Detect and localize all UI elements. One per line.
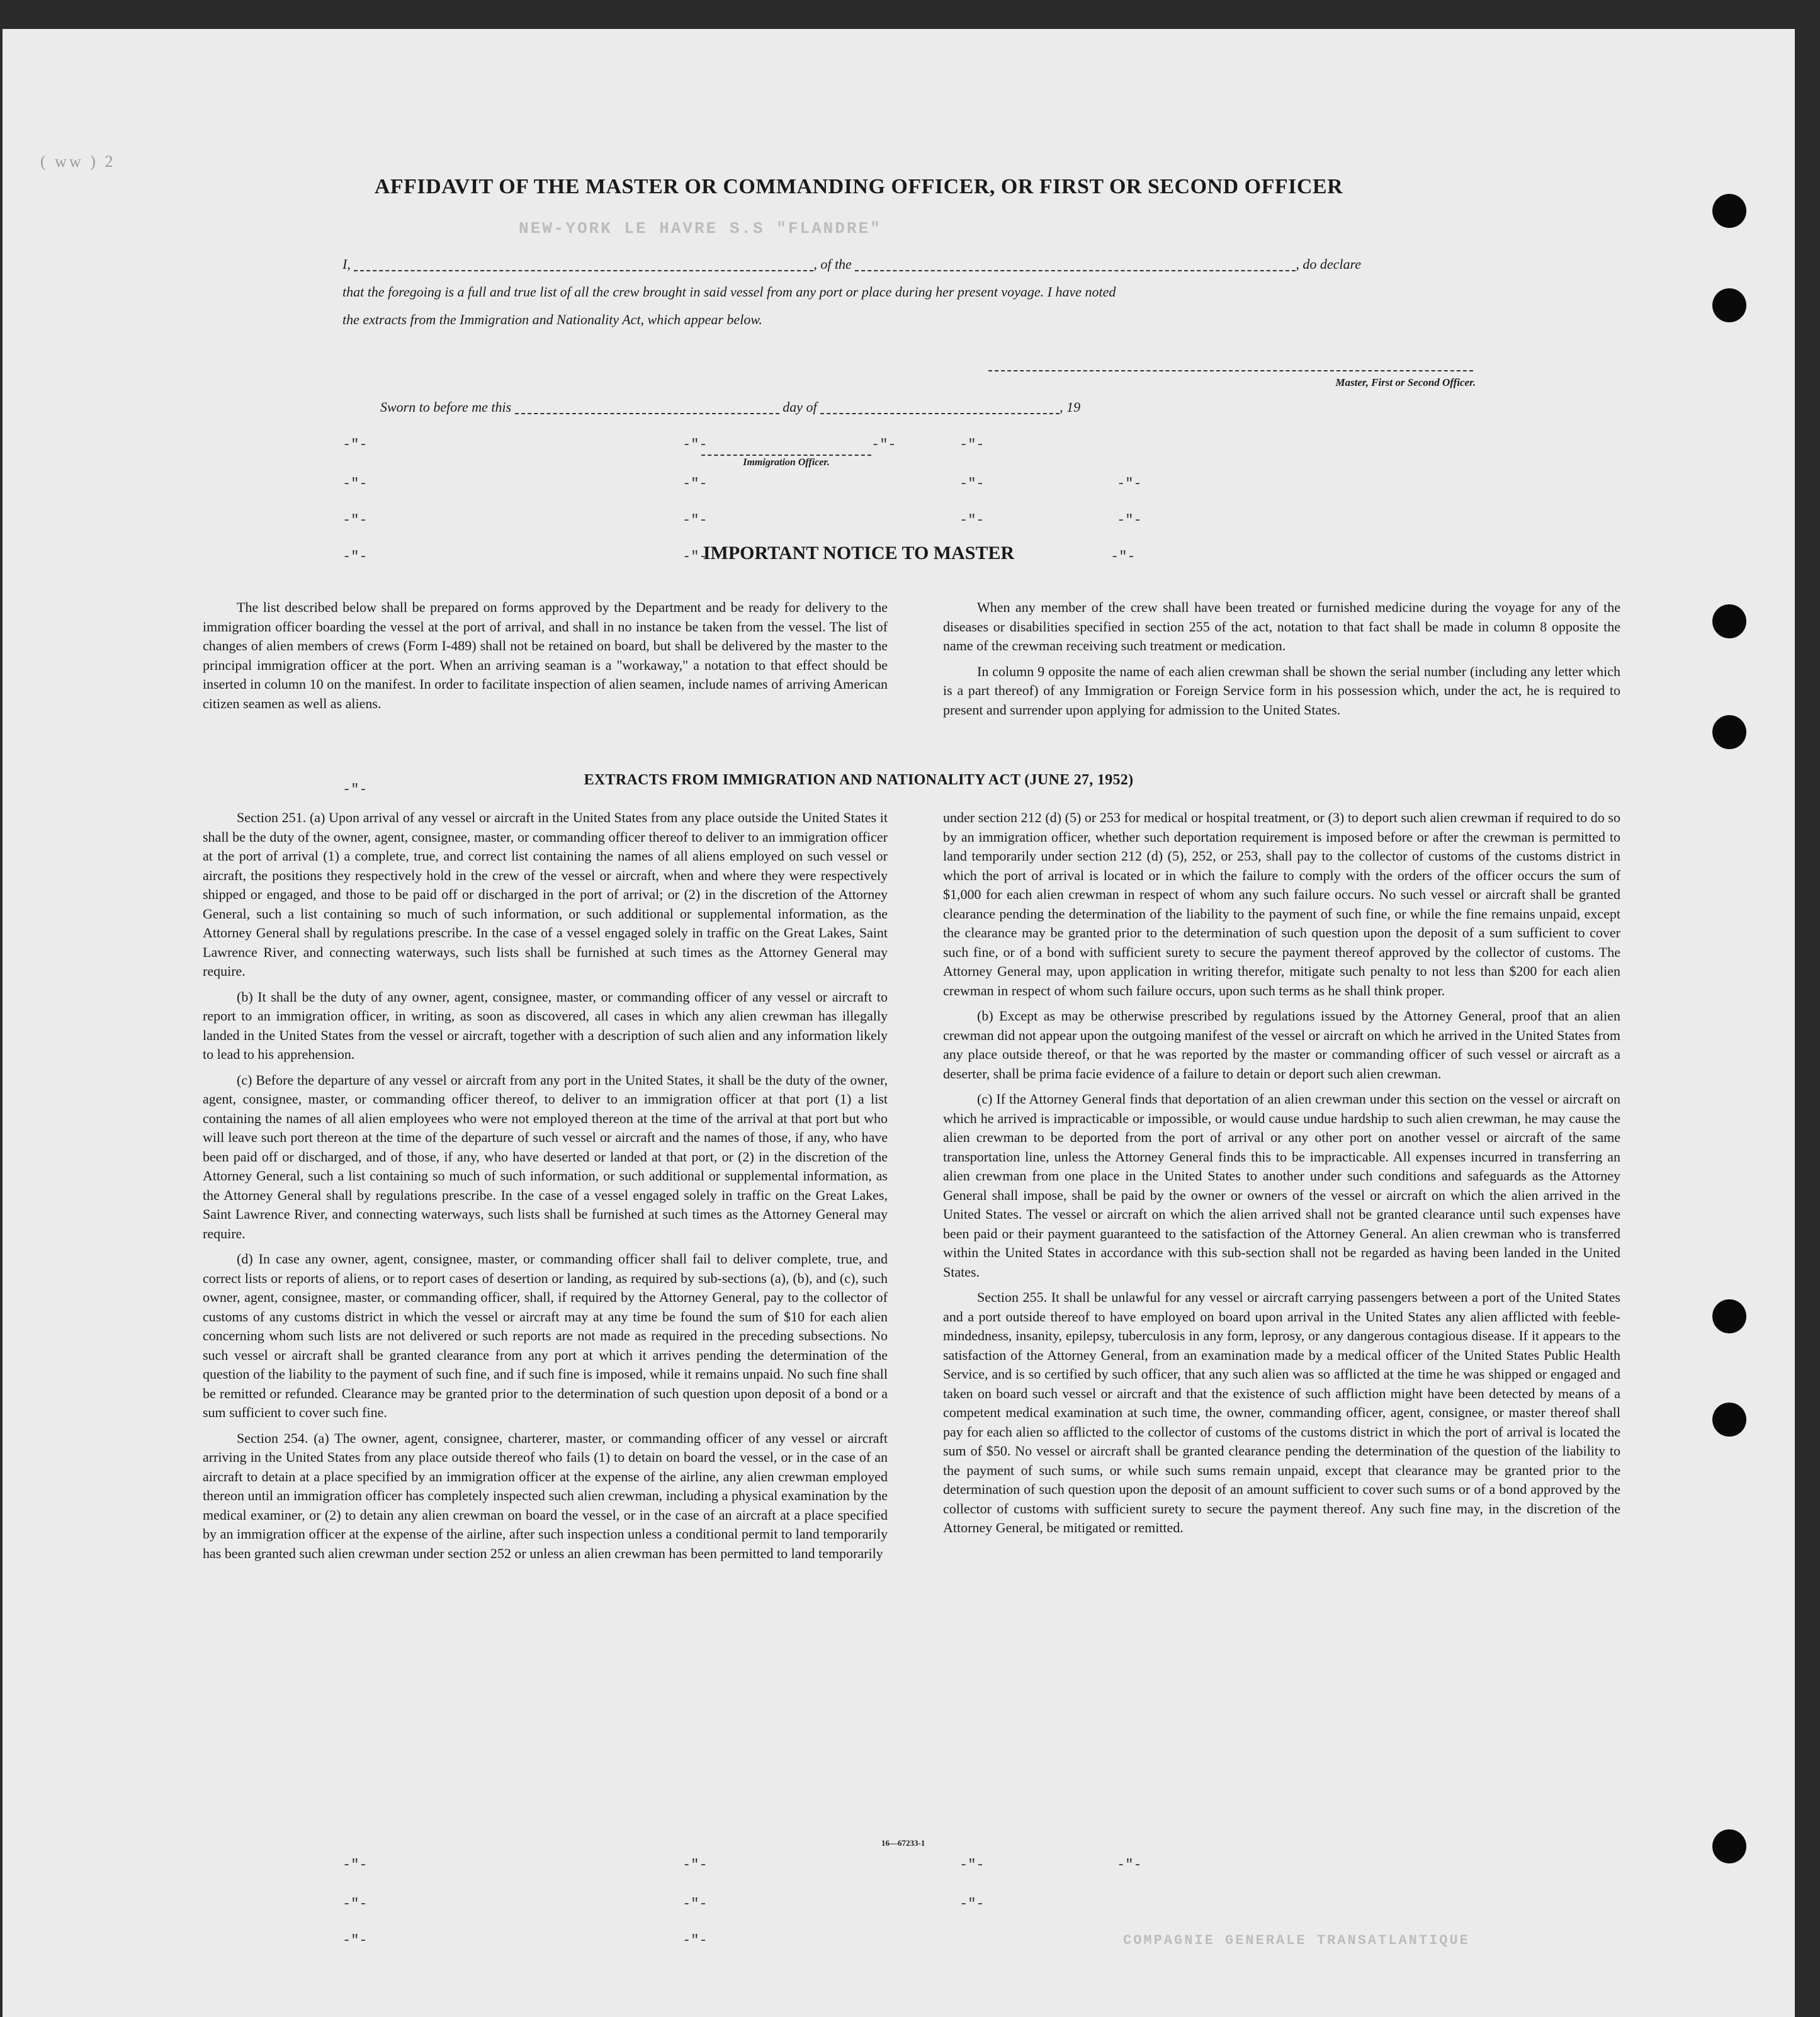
name-blank bbox=[354, 260, 813, 271]
extract-paragraph: (c) If the Attorney General finds that deportation of an alien crewman under this section on the vessel or aircraft on which he arrived is impracticable or impossible, or would cause undue hardship to such alien crewman, he may cause the alien crewman to be deported from the port of arrival or any other port on another vessel or aircraft of the same transportation line, unless the Attorney General finds this to be impracticable. All expenses incurred in transferring an alien crewman from one place in the United States to another under such conditions and safeguards as the Attorney General shall impose, shall be paid by the owner or owners of the vessel or aircraft on which the alien arrived in the United States. The vessel or aircraft on which the alien arrived shall not be granted clearance until such expenses have been paid or their payment guaranteed to the satisfaction of the Attorney General. An alien crewman who is transferred within the United States in accordance with this sub-section shall not be regarded as having been landed in the United States. bbox=[943, 1091, 1620, 1280]
notice-paragraph: The list described below shall be prepared on forms approved by the Department and be ready for delivery to the immigration officer boarding the vessel at the port of arrival, and shall in no instance be taken from the vessel. The list of changes of alien members of crews (Form I-489) shall not be retained on board, but shall be delivered by the master to the principal immigration officer at the port. When an arriving seaman is a "workaway," a notation to that effect should be inserted in column 10 on the manifest. In order to facilitate inspection of alien seamen, include names of arriving American citizen seamen as well as aliens. bbox=[203, 599, 888, 711]
punch-hole bbox=[1712, 1403, 1746, 1437]
form-code: 16—67233-1 bbox=[881, 1838, 925, 1848]
master-signature-label: Master, First or Second Officer. bbox=[1335, 376, 1476, 388]
punch-hole bbox=[1712, 1299, 1746, 1333]
ditto-mark: -"- bbox=[682, 549, 708, 565]
ditto-mark: -"- bbox=[342, 1857, 368, 1873]
ditto-mark: -"- bbox=[1111, 549, 1136, 565]
day-of-label: day of bbox=[783, 399, 817, 415]
sworn-month-blank bbox=[820, 403, 1060, 414]
notice-left-column bbox=[203, 598, 888, 720]
of-the-label: , of the bbox=[813, 256, 852, 272]
declaration-line-1 bbox=[342, 251, 1476, 278]
corner-mark: ( ww ) 2 bbox=[40, 152, 116, 171]
extract-paragraph: under section 212 (d) (5) or 253 for medical or hospital treatment, or (3) to deport such alien crewman if required to do so by an immigration officer, whether such deportation requirement is imposed before or after the crewman is permitted to land temporarily under section 212 (d) (5), 252, or 253, shall pay to the collector of customs of the customs district in which the port of arrival is located or in which the failure to comply with the orders of the officer occurs the sum of $1,000 for each alien crewman in respect of whom any such failure occurs. No such vessel or aircraft shall be granted clearance pending the determination of the liability to the payment of such fine, or while the fine remains unpaid, except the clearance may be granted prior to the determination of such question upon the deposit of a sum sufficient to cover such fine, or of a bond with sufficient surety to secure the payment thereof approved by the collector of customs. The Attorney General may, upon application in writing therefor, mitigate such penalty to not less than $200 for each alien crewman in respect of whom such failure occurs, upon such terms as he shall think proper. bbox=[943, 810, 1620, 998]
punch-hole bbox=[1712, 1829, 1746, 1863]
sworn-day-blank bbox=[515, 403, 779, 414]
master-signature-line bbox=[988, 370, 1473, 371]
ditto-mark: -"- bbox=[959, 512, 985, 528]
punch-hole bbox=[1712, 194, 1746, 228]
notice-title: IMPORTANT NOTICE TO MASTER bbox=[703, 543, 1015, 563]
ditto-mark: -"- bbox=[342, 1933, 368, 1948]
ditto-mark: -"- bbox=[959, 476, 985, 492]
extracts-left-column bbox=[203, 808, 888, 1569]
extracts-right-column bbox=[943, 808, 1620, 1544]
extract-paragraph: Section 255. It shall be unlawful for any vessel or aircraft carrying passengers between a port of the United States and a port outside thereof to have employed on board upon arrival in the United States any alien afflicted with feeble-mindedness, insanity, epilepsy, tuberculosis in any form, leprosy, or any dangerous contagious disease. If it appears to the satisfaction of the Attorney General, from an examination made by a medical officer of the United States Public Health Service, and is so certified by such officer, that any such alien was so afflicted at the time he was shipped or engaged and taken on board such vessel or aircraft and that the existence of such affliction might have been detected by means of a competent medical examination at such time, the owner, commanding officer, agent, consignee, or master thereof shall pay for each alien so afflicted to the collector of customs of the customs district in which the port of arrival is located the sum of $50. No vessel or aircraft shall be granted clearance pending the determination of the question of the liability to the payment of such sums, or while such sums remain unpaid, except that clearance may be granted prior to the determination of such question upon the deposit of an amount sufficient to cover such sums or of a bond approved by the collector of customs with sufficient surety to secure the payment thereof. Any such fine may, in the discretion of the Attorney General, be mitigated or remitted. bbox=[943, 1289, 1620, 1535]
ditto-mark: -"- bbox=[342, 437, 368, 453]
extract-paragraph: (c) Before the departure of any vessel or aircraft from any port in the United States, it shall be the duty of the owner, agent, consignee, master, or commanding officer thereof, to deliver to an immigration officer at that port (1) a list containing the names of all alien employees who were not employed thereon at the time of the arrival at that port but who will leave such port thereon at the time of the departure of such vessel or aircraft and the names of those, if any, who have been paid off or discharged, and of those, if any, who have deserted or landed at that port, or (2) in the discretion of the Attorney General, such a list containing so much of such information, or such additional or supplemental information, as the Attorney General shall by regulations prescribe. In the case of a vessel engaged solely in traffic on the Great Lakes, Saint Lawrence River, and connecting waterways, such lists shall be furnished at such times as the Attorney General may require. bbox=[203, 1071, 888, 1241]
extract-paragraph: (b) Except as may be otherwise prescribed by regulations issued by the Attorney General, proof that an alien crewman did not appear upon the outgoing manifest of the vessel or aircraft on which he arrived in the United States from any place outside thereof, or that he was reported by the master or commanding officer of such vessel or aircraft as a deserter, shall be prima facie evidence of a failure to detain or deport such alien crewman. bbox=[943, 1008, 1620, 1082]
document-page bbox=[3, 29, 1795, 2017]
ditto-mark: -"- bbox=[871, 437, 896, 453]
vessel-blank bbox=[855, 260, 1296, 271]
ditto-mark: -"- bbox=[342, 549, 368, 565]
notice-paragraph: When any member of the crew shall have been treated or furnished medicine during the voyage for any of the diseases or disabilities specified in section 255 of the act, notation to that fact shall be made in column 8 opposite the name of the crewman receiving such treatment or medication. bbox=[943, 599, 1620, 653]
declaration-line-3: the extracts from the Immigration and Nationality Act, which appear below. bbox=[342, 312, 762, 327]
ditto-mark: -"- bbox=[682, 476, 708, 492]
extract-paragraph: (d) In case any owner, agent, consignee, master, or commanding officer shall fail to deliver complete, true, and correct lists or reports of aliens, or to report cases of desertion or landing, as required by sub-sections (a), (b), and (c), such owner, agent, consignee, master, or commanding officer, shall, if required by the Attorney General, pay to the collector of customs of any customs district in which the vessel or aircraft may at any time be found the sum of $10 for each alien concerning whom such lists are not delivered or such reports are not made as required in the preceding subsections. No such vessel or aircraft shall be granted clearance from any port at which it arrives pending the determination of the question of the liability to the payment of such fine, and if such fine is imposed, while it remains unpaid. No such fine shall be remitted or refunded. Clearance may be granted prior to the determination of such question upon deposit of a bond or a sum sufficient to cover such fine. bbox=[203, 1251, 888, 1420]
notice-paragraph: In column 9 opposite the name of each alien crewman shall be shown the serial number (including any letter which is a part thereof) of any Immigration or Foreign Service form in his possession which, under the act, he is required to present and surrender upon applying for admission to the United States. bbox=[943, 663, 1620, 718]
ditto-mark: -"- bbox=[682, 1857, 708, 1873]
sworn-line bbox=[380, 399, 1173, 415]
ditto-mark: -"- bbox=[1117, 1857, 1142, 1873]
declaration-line-2: that the foregoing is a full and true list of all the crew brought in said vessel from any port or place during her present voyage. I have noted bbox=[342, 284, 1116, 300]
punch-hole bbox=[1712, 288, 1746, 322]
punch-hole bbox=[1712, 715, 1746, 749]
bleed-through-header: NEW-YORK LE HAVRE S.S "FLANDRE" bbox=[519, 219, 882, 238]
declaration-i: I, bbox=[342, 256, 351, 272]
ditto-mark: -"- bbox=[1117, 512, 1142, 528]
ditto-mark: -"- bbox=[682, 437, 708, 453]
punch-hole bbox=[1712, 604, 1746, 638]
extract-paragraph: (b) It shall be the duty of any owner, agent, consignee, master, or commanding officer of any vessel or aircraft to report to an immigration officer, in writing, as soon as discovered, all cases in which any alien crewman has illegally landed in the United States from the vessel or aircraft, together with a description of such alien and any information likely to lead to his apprehension. bbox=[203, 988, 888, 1062]
ditto-mark: -"- bbox=[682, 1896, 708, 1912]
ditto-mark: -"- bbox=[959, 1857, 985, 1873]
year-label: , 19 bbox=[1060, 399, 1081, 415]
ditto-mark: -"- bbox=[682, 512, 708, 528]
bleed-through-footer: COMPAGNIE GENERALE TRANSATLANTIQUE bbox=[1123, 1933, 1470, 1948]
ditto-mark: -"- bbox=[342, 476, 368, 492]
affidavit-title: AFFIDAVIT OF THE MASTER OR COMMANDING OFFICER, OR FIRST OR SECOND OFFICER bbox=[374, 175, 1343, 198]
declaration bbox=[342, 251, 1476, 334]
sworn-label: Sworn to before me this bbox=[380, 399, 512, 415]
immigration-officer-line bbox=[701, 455, 871, 456]
ditto-mark: -"- bbox=[1117, 476, 1142, 492]
ditto-mark: -"- bbox=[342, 1896, 368, 1912]
do-declare-label: , do declare bbox=[1296, 256, 1361, 272]
notice-right-column bbox=[943, 598, 1620, 726]
ditto-mark: -"- bbox=[959, 1896, 985, 1912]
extract-paragraph: Section 251. (a) Upon arrival of any vessel or aircraft in the United States from any place outside the United States it shall be the duty of the owner, agent, consignee, master, or commanding officer thereof to deliver to an immigration officer at the port of arrival (1) a complete, true, and correct list containing the names of all aliens employed on such vessel or aircraft, the positions they respectively hold in the crew of the vessel or aircraft, when and where they were respectively shipped or engaged, and those to be paid off or discharged in the port of arrival; or (2) in the discretion of the Attorney General, such a list containing so much of such information, or such additional or supplemental information, as the Attorney General shall by regulations prescribe. In the case of a vessel engaged solely in traffic on the Great Lakes, Saint Lawrence River, and connecting waterways, such lists shall be furnished at such times as the Attorney General may require. bbox=[203, 810, 888, 979]
ditto-mark: -"- bbox=[342, 512, 368, 528]
extract-paragraph: Section 254. (a) The owner, agent, consignee, charterer, master, or commanding officer of any vessel or aircraft arriving in the United States from any place outside thereof who fails (1) to detain on board the vessel, or in the case of an aircraft to detain at a place specified by an immigration officer at the expense of the airline, any alien crewman employed thereon until an immigration officer has completely inspected such alien crewman, including a physical examination by the medical examiner, or (2) to detain any alien crewman on board the vessel, or in the case of an aircraft at a place specified by an immigration officer at the expense of the airline, after such inspection unless a conditional permit to land temporarily has been granted such alien crewman under section 252 or unless an alien crewman has been permitted to land temporarily bbox=[203, 1430, 888, 1561]
ditto-mark: -"- bbox=[959, 437, 985, 453]
ditto-mark: -"- bbox=[682, 1933, 708, 1948]
immigration-officer-label: Immigration Officer. bbox=[743, 457, 830, 468]
ditto-mark: -"- bbox=[342, 782, 368, 798]
extracts-title: EXTRACTS FROM IMMIGRATION AND NATIONALITY ACT (JUNE 27, 1952) bbox=[584, 772, 1134, 788]
